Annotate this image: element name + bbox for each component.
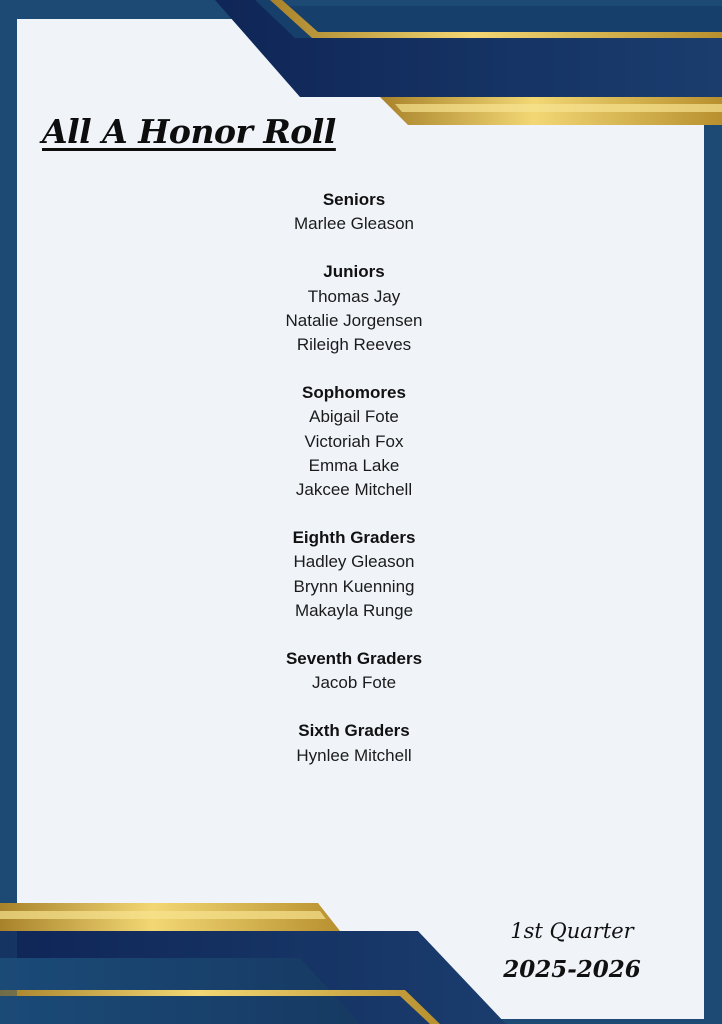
student-name: Jakcee Mitchell <box>295 480 413 500</box>
student-name: Brynn Kuenning <box>293 576 415 596</box>
grade-heading: Eighth Graders <box>292 528 416 548</box>
grade-group <box>204 719 504 767</box>
school-year-label: 2025-2026 <box>503 956 641 983</box>
grade-group <box>204 260 504 357</box>
term-label <box>500 912 644 990</box>
grade-heading: Seventh Graders <box>285 649 423 669</box>
grade-heading: Juniors <box>323 262 385 282</box>
student-name: Emma Lake <box>308 455 400 475</box>
student-name: Natalie Jorgensen <box>285 310 423 330</box>
grade-group <box>204 526 504 623</box>
honor-roll-list <box>204 188 504 792</box>
student-name: Marlee Gleason <box>293 214 414 234</box>
student-name: Hadley Gleason <box>293 552 415 572</box>
student-name: Thomas Jay <box>307 286 401 306</box>
grade-heading: Sixth Graders <box>298 721 410 741</box>
grade-heading: Seniors <box>322 190 386 209</box>
student-name: Victoriah Fox <box>304 431 404 451</box>
grade-group <box>204 188 504 236</box>
quarter-label: 1st Quarter <box>510 919 634 943</box>
page-title: All A Honor Roll <box>42 112 336 151</box>
student-name: Abigail Fote <box>309 407 399 427</box>
student-name: Rileigh Reeves <box>296 335 412 355</box>
grade-heading: Sophomores <box>302 383 406 403</box>
student-name: Hynlee Mitchell <box>296 745 412 765</box>
grade-group <box>204 381 504 502</box>
student-name: Jacob Fote <box>311 673 397 693</box>
student-name: Makayla Runge <box>294 600 414 620</box>
grade-group <box>204 647 504 695</box>
